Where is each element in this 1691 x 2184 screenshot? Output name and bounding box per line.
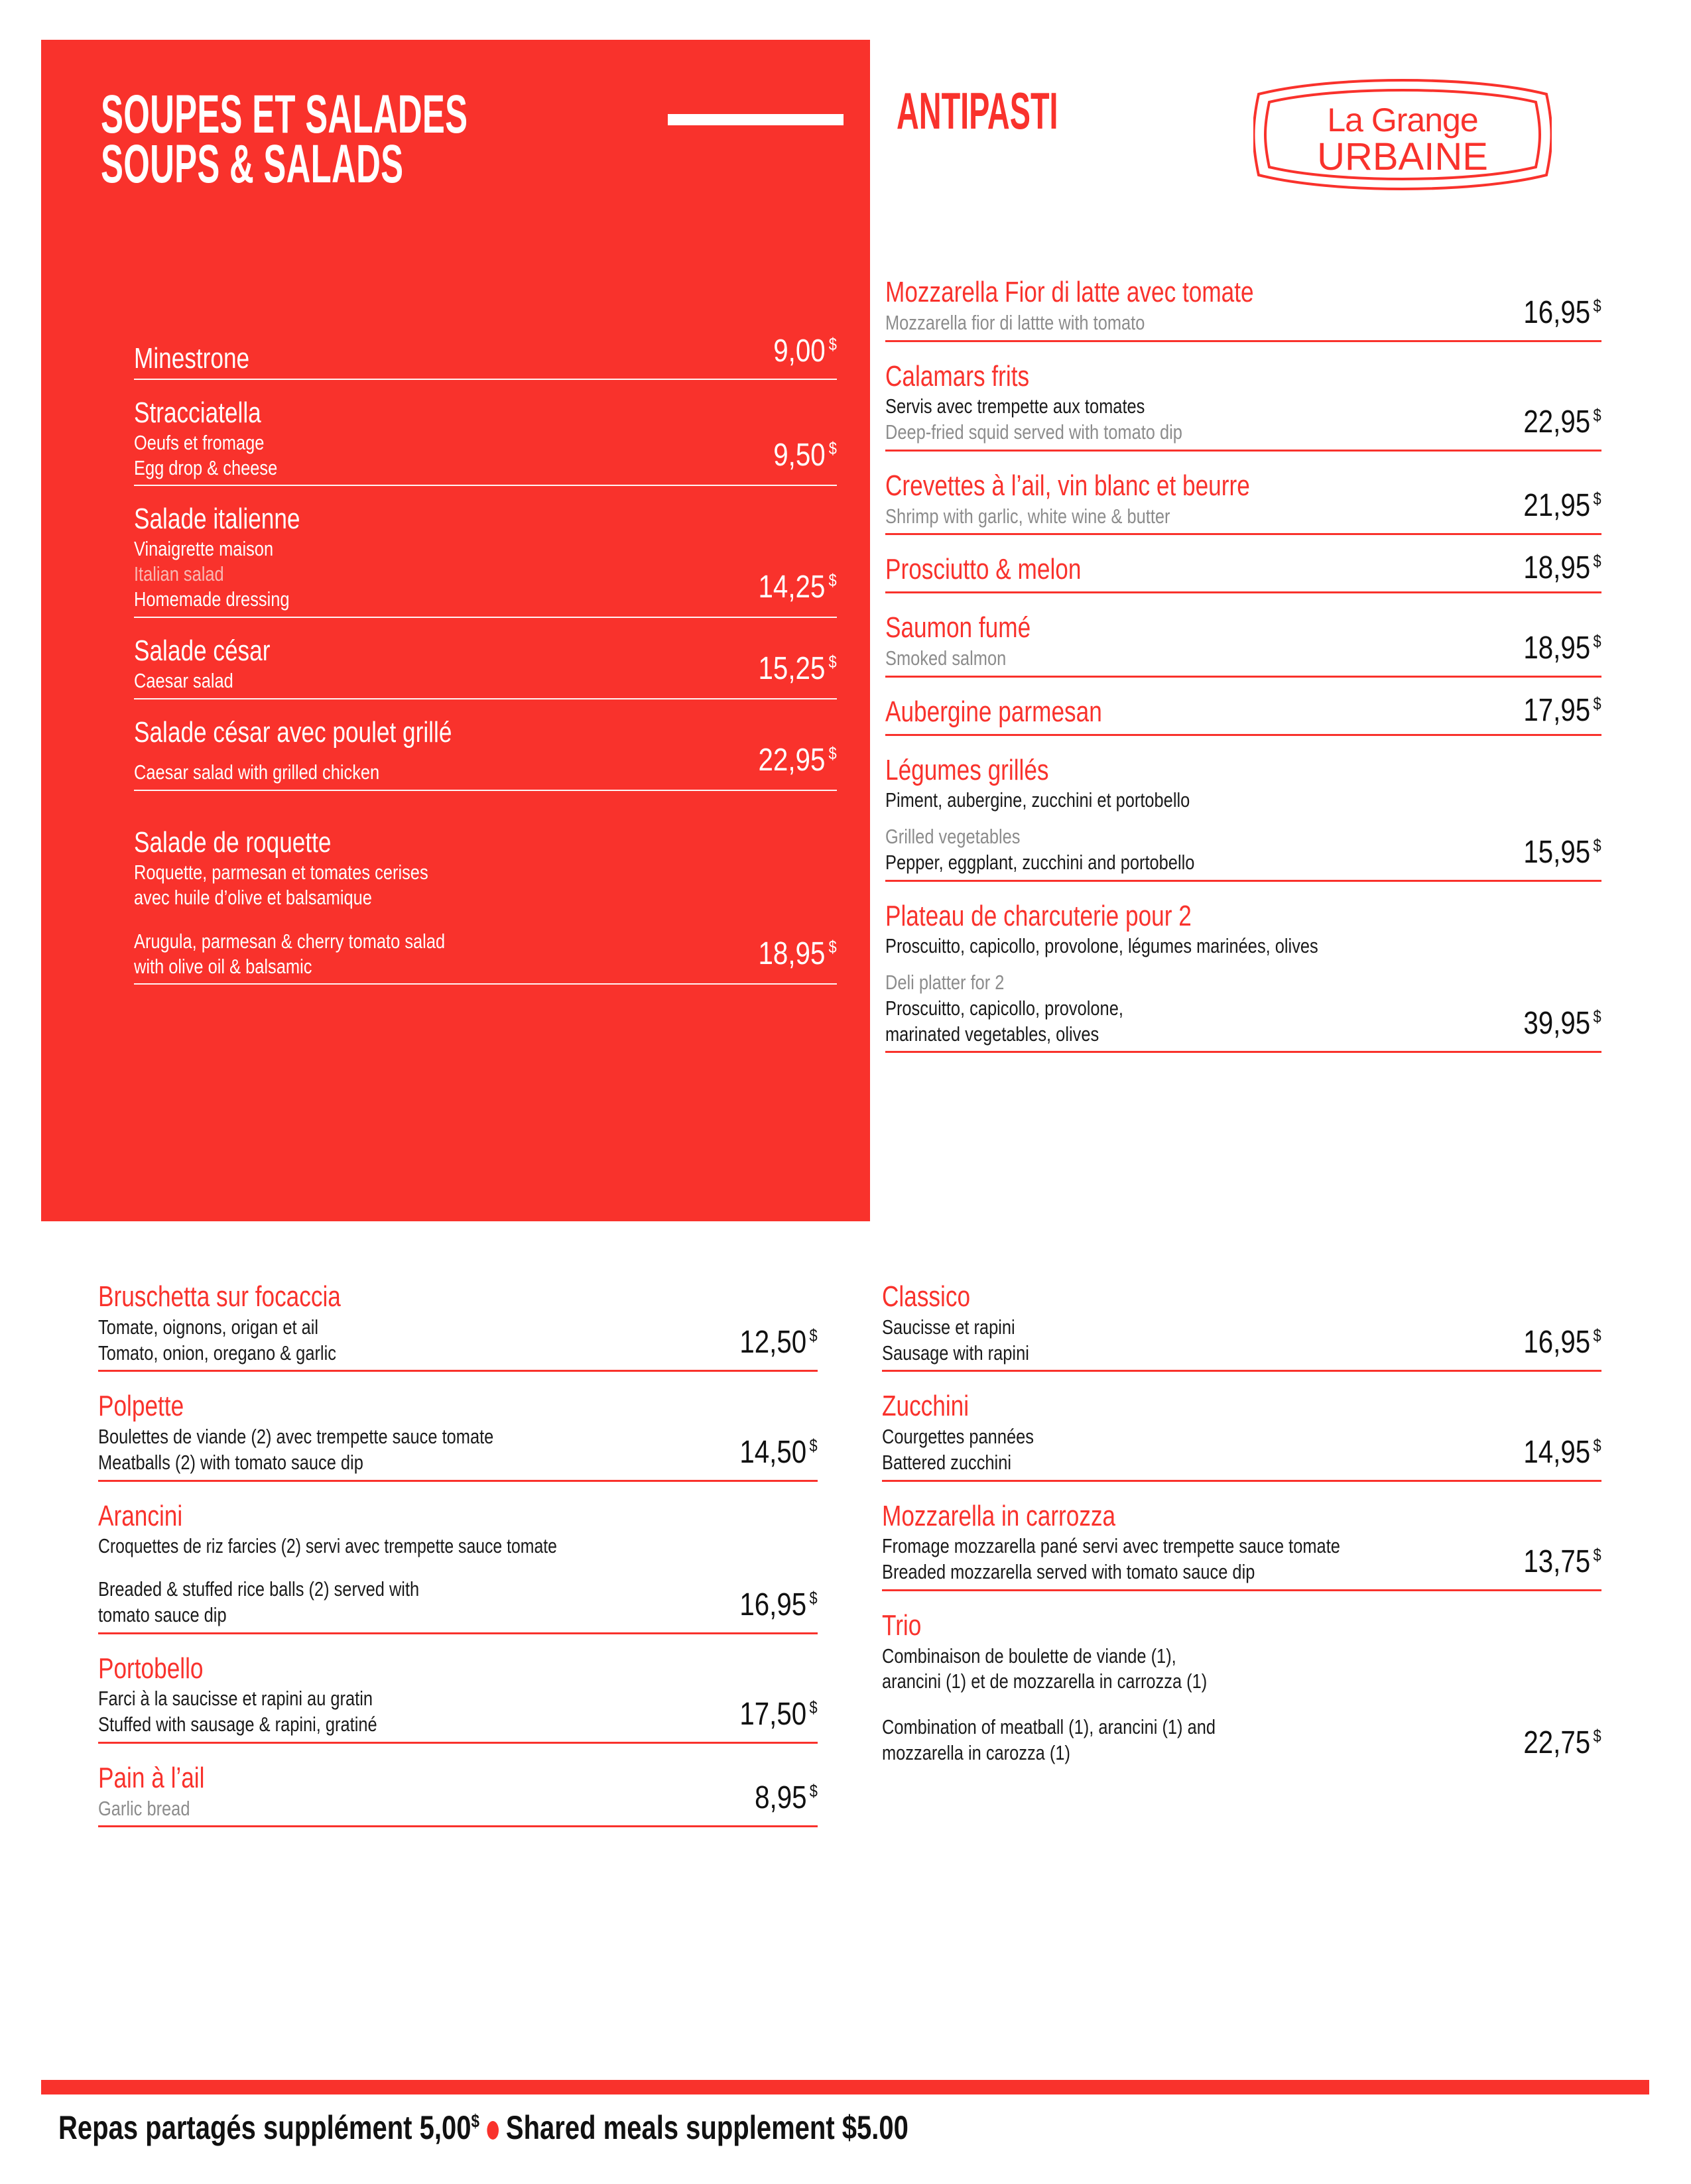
item-divider	[882, 1480, 1601, 1482]
item-price: 21,95 $	[1523, 488, 1601, 524]
menu-item-zucchini[interactable]	[882, 1389, 1601, 1475]
menu-item-saumon-fume[interactable]	[885, 611, 1601, 672]
item-price: 14,50 $	[739, 1434, 818, 1470]
item-divider	[882, 1589, 1601, 1591]
item-name-fr: Prosciutto & melon	[885, 553, 1082, 586]
item-desc-fr: Oeufs et fromage	[134, 430, 265, 454]
item-divider	[98, 1480, 818, 1482]
menu-item-calamars-frits[interactable]	[885, 359, 1601, 446]
item-divider	[134, 379, 837, 380]
item-name-fr: Portobello	[98, 1652, 204, 1685]
svg-text:La Grange: La Grange	[1327, 101, 1478, 139]
item-name-fr: Polpette	[98, 1390, 184, 1423]
item-price: 16,95 $	[739, 1587, 818, 1622]
item-desc-en: Battered zucchini	[882, 1450, 1012, 1474]
antipasti-section-title	[897, 82, 1166, 140]
footer-note-en: Shared meals supplement $5.00	[505, 2109, 908, 2146]
item-divider	[885, 450, 1601, 452]
item-name-fr: Salade italienne	[134, 503, 300, 536]
item-price: 8,95 $	[755, 1780, 818, 1816]
svg-text:URBAINE: URBAINE	[1317, 135, 1488, 178]
item-desc-fr: Vinaigrette maison	[134, 537, 274, 561]
item-name-fr: Saumon fumé	[885, 611, 1031, 644]
item-name-fr: Légumes grillés	[885, 753, 1049, 786]
item-price: 16,95 $	[1523, 294, 1601, 330]
item-desc-fr-line2: avec huile d’olive et balsamique	[134, 885, 372, 909]
soups-section-title	[101, 84, 844, 195]
item-desc-en-line2: tomato sauce dip	[98, 1603, 227, 1626]
item-desc-fr-line2: arancini (1) et de mozzarella in carrozza (1)	[882, 1669, 1208, 1693]
item-price: 22,95 $	[1523, 404, 1601, 440]
item-divider	[885, 880, 1601, 882]
item-desc-en: Caesar salad with grilled chicken	[134, 760, 380, 784]
item-desc-en-line1: Arugula, parmesan & cherry tomato salad	[134, 929, 446, 953]
item-price: 15,95 $	[1523, 834, 1601, 870]
soups-and-salads-panel	[41, 40, 870, 1221]
menu-item-mozzarella-in-carrozza[interactable]	[882, 1499, 1601, 1585]
menu-item-minestrone[interactable]	[134, 333, 837, 376]
item-divider	[98, 1825, 818, 1827]
item-divider	[98, 1370, 818, 1372]
item-name-fr: Stracciatella	[134, 396, 261, 429]
item-desc-en: Homemade dressing	[134, 587, 290, 611]
item-divider	[134, 485, 837, 486]
item-desc-fr: Piment, aubergine, zucchini et portobello	[885, 788, 1190, 812]
item-desc-en: Deep-fried squid served with tomato dip	[885, 420, 1182, 444]
item-name-fr: Mozzarella Fior di latte avec tomate	[885, 276, 1254, 308]
item-price: 12,50 $	[739, 1325, 818, 1361]
menu-item-salade-roquette[interactable]	[134, 825, 837, 979]
item-divider	[98, 1742, 818, 1744]
item-desc-en-line1: Breaded & stuffed rice balls (2) served with	[98, 1577, 420, 1601]
item-name-en: Grilled vegetables	[885, 825, 1021, 849]
item-desc-fr-line1: Combinaison de boulette de viande (1),	[882, 1644, 1176, 1668]
item-price: 16,95 $	[1523, 1325, 1601, 1361]
footer-rule	[41, 2080, 1649, 2094]
item-name-en: Deli platter for 2	[885, 971, 1005, 995]
item-divider	[885, 676, 1601, 678]
item-desc-fr: Croquettes de riz farcies (2) servi avec trempette sauce tomate	[98, 1534, 557, 1558]
soups-title-en: SOUPS & SALADS	[101, 134, 404, 195]
menu-item-trio[interactable]	[882, 1608, 1601, 1766]
item-desc-en: Smoked salmon	[885, 646, 1007, 670]
item-desc-fr: Boulettes de viande (2) avec trempette sauce tomate	[98, 1425, 494, 1449]
item-name-fr: Trio	[882, 1608, 922, 1642]
item-desc-en: Egg drop & cheese	[134, 455, 278, 479]
item-divider	[134, 617, 837, 618]
item-name-fr: Salade césar avec poulet grillé	[134, 715, 452, 749]
item-desc-en: Sausage with rapini	[882, 1341, 1029, 1365]
item-name-fr: Aubergine parmesan	[885, 695, 1102, 728]
item-divider	[134, 698, 837, 699]
soups-item-list	[134, 333, 837, 1001]
item-desc-fr: Fromage mozzarella pané servi avec trempette sauce tomate	[882, 1534, 1340, 1558]
item-desc-fr: Servis avec trempette aux tomates	[885, 394, 1145, 418]
menu-item-salade-cesar[interactable]	[134, 634, 837, 694]
bottom-left-item-list	[98, 1280, 818, 1845]
item-divider	[885, 1051, 1601, 1053]
item-desc-fr: Farci à la saucisse et rapini au gratin	[98, 1687, 373, 1711]
menu-item-plateau-charcuterie[interactable]	[885, 899, 1601, 1048]
item-price: 18,95 $	[1523, 630, 1601, 666]
item-name-fr: Classico	[882, 1280, 971, 1313]
footer-note	[58, 2108, 908, 2147]
item-divider	[98, 1632, 818, 1634]
item-price: 18,95 $	[1523, 550, 1601, 586]
item-name-fr: Salade de roquette	[134, 826, 332, 859]
menu-item-classico[interactable]	[882, 1280, 1601, 1366]
item-price: 18,95 $	[758, 936, 837, 972]
item-name-fr: Minestrone	[134, 342, 250, 375]
menu-item-mozzarella-fior-di-latte[interactable]	[885, 275, 1601, 336]
item-desc-en: Garlic bread	[98, 1796, 190, 1820]
item-desc-fr: Saucisse et rapini	[882, 1315, 1015, 1339]
item-price: 17,50 $	[739, 1696, 818, 1732]
item-desc-en: Meatballs (2) with tomato sauce dip	[98, 1450, 363, 1474]
item-name-fr: Mozzarella in carrozza	[882, 1499, 1116, 1532]
bullet-separator-icon	[487, 2121, 499, 2140]
item-desc-en: Stuffed with sausage & rapini, gratiné	[98, 1713, 377, 1736]
item-divider	[885, 734, 1601, 736]
item-desc-en: Mozzarella fior di lattte with tomato	[885, 310, 1145, 334]
item-desc-en: Pepper, eggplant, zucchini and portobello	[885, 850, 1195, 874]
menu-item-salade-italienne[interactable]	[134, 502, 837, 611]
item-desc-fr: Courgettes pannées	[882, 1425, 1034, 1449]
menu-item-polpette[interactable]	[98, 1389, 818, 1475]
item-desc-en: Shrimp with garlic, white wine & butter	[885, 504, 1170, 528]
item-desc-en-line2: marinated vegetables, olives	[885, 1022, 1099, 1046]
item-name-fr: Crevettes à l’ail, vin blanc et beurre	[885, 469, 1250, 502]
menu-item-stracciatella[interactable]	[134, 396, 837, 481]
item-desc-fr: Tomate, oignons, origan et ail	[98, 1315, 319, 1339]
item-price: 17,95 $	[1523, 692, 1601, 728]
menu-item-aubergine-parmesan[interactable]	[885, 692, 1601, 730]
bottom-right-item-list	[882, 1280, 1601, 1766]
brand-logo	[1253, 72, 1552, 198]
item-divider	[882, 1370, 1601, 1372]
item-desc-fr-line1: Roquette, parmesan et tomates cerises	[134, 861, 428, 884]
antipasti-title: ANTIPASTI	[897, 82, 1058, 140]
footer-note-fr: Repas partagés supplément 5,00	[58, 2109, 471, 2146]
menu-item-prosciutto-melon[interactable]	[885, 552, 1601, 587]
item-desc-fr: Proscuitto, capicollo, provolone, légumes marinées, olives	[885, 934, 1318, 958]
item-price: 13,75 $	[1523, 1544, 1601, 1579]
item-name-fr: Calamars frits	[885, 359, 1030, 393]
item-desc-en-line1: Combination of meatball (1), arancini (1) and	[882, 1715, 1216, 1739]
item-divider	[134, 983, 837, 985]
soups-title-fr: SOUPES ET SALADES	[101, 84, 468, 145]
item-desc-en: Tomato, onion, oregano & garlic	[98, 1341, 336, 1365]
item-price: 15,25 $	[758, 650, 837, 686]
menu-item-portobello[interactable]	[98, 1652, 818, 1738]
menu-item-crevettes-ail[interactable]	[885, 469, 1601, 530]
item-price: 14,25 $	[758, 569, 837, 605]
item-name-fr: Zucchini	[882, 1390, 970, 1423]
item-name-fr: Salade césar	[134, 634, 271, 667]
menu-item-salade-cesar-poulet[interactable]	[134, 715, 837, 786]
item-divider	[134, 790, 837, 791]
footer-currency: $	[471, 2110, 479, 2132]
item-name-en: Italian salad	[134, 562, 224, 586]
item-price: 22,95 $	[758, 743, 837, 778]
item-desc-en: Breaded mozzarella served with tomato sauce dip	[882, 1560, 1255, 1584]
item-desc-en-line2: mozzarella in carozza (1)	[882, 1740, 1070, 1764]
item-divider	[885, 340, 1601, 342]
item-desc-en-line2: with olive oil & balsamic	[134, 954, 312, 978]
item-price: 9,50 $	[773, 438, 837, 473]
item-desc-en-line1: Proscuitto, capicollo, provolone,	[885, 996, 1123, 1020]
item-price: 14,95 $	[1523, 1434, 1601, 1470]
menu-item-bruschetta-focaccia[interactable]	[98, 1280, 818, 1366]
antipasti-item-list	[885, 275, 1601, 1070]
item-name-fr: Arancini	[98, 1499, 183, 1532]
item-name-fr: Bruschetta sur focaccia	[98, 1280, 341, 1313]
item-price: 22,75 $	[1523, 1725, 1601, 1760]
item-divider	[885, 591, 1601, 593]
item-price: 39,95 $	[1523, 1006, 1601, 1042]
item-name-fr: Pain à l’ail	[98, 1761, 205, 1794]
menu-item-pain-ail[interactable]	[98, 1761, 818, 1822]
item-desc-en: Caesar salad	[134, 668, 233, 692]
item-price: 9,00 $	[773, 333, 837, 369]
item-divider	[885, 533, 1601, 535]
title-rule-decoration	[668, 114, 844, 125]
menu-item-legumes-grilles[interactable]	[885, 753, 1601, 876]
item-name-fr: Plateau de charcuterie pour 2	[885, 899, 1192, 932]
menu-item-arancini[interactable]	[98, 1499, 818, 1628]
